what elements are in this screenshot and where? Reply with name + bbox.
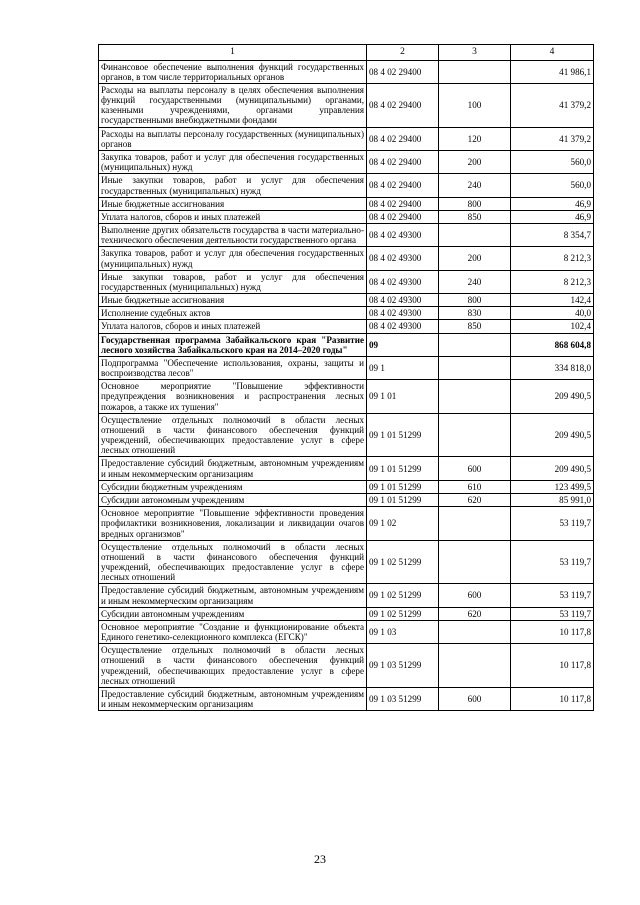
row-amount-cell: 46,9 bbox=[511, 197, 594, 210]
row-amount-cell: 334 818,0 bbox=[511, 356, 594, 379]
table-row bbox=[99, 307, 594, 320]
row-name-cell: Уплата налогов, сборов и иных платежей bbox=[99, 210, 367, 223]
row-name-cell: Предоставление субсидий бюджетным, автономным учреждениям и иным некоммерческим организациям bbox=[99, 687, 367, 710]
header-cell-amount: 4 bbox=[511, 45, 594, 61]
row-name-cell: Государственная программа Забайкальского края "Развитие лесного хозяйства Забайкальского края на 2014–2020 годы" bbox=[99, 333, 367, 356]
table-row bbox=[99, 493, 594, 506]
table-row bbox=[99, 457, 594, 480]
table-row bbox=[99, 413, 594, 457]
row-code-cell: 09 1 03 51299 bbox=[367, 687, 439, 710]
row-amount-cell: 560,0 bbox=[511, 174, 594, 197]
row-code-cell: 09 1 01 51299 bbox=[367, 493, 439, 506]
header-cell-code: 2 bbox=[367, 45, 439, 61]
row-code-cell: 09 1 bbox=[367, 356, 439, 379]
row-type-cell: 240 bbox=[439, 174, 511, 197]
row-name-cell: Субсидии автономным учреждениям bbox=[99, 607, 367, 620]
row-type-cell: 610 bbox=[439, 480, 511, 493]
row-name-cell: Расходы на выплаты персоналу государственных (муниципальных) органов bbox=[99, 127, 367, 150]
row-type-cell bbox=[439, 380, 511, 414]
row-name-cell: Иные бюджетные ассигнования bbox=[99, 294, 367, 307]
row-name-cell: Уплата налогов, сборов и иных платежей bbox=[99, 320, 367, 333]
row-type-cell bbox=[439, 644, 511, 688]
row-amount-cell: 209 490,5 bbox=[511, 380, 594, 414]
row-name-cell: Субсидии бюджетным учреждениям bbox=[99, 480, 367, 493]
row-type-cell: 850 bbox=[439, 320, 511, 333]
row-amount-cell: 8 212,3 bbox=[511, 270, 594, 293]
row-code-cell: 09 bbox=[367, 333, 439, 356]
row-type-cell: 600 bbox=[439, 584, 511, 607]
table-row bbox=[99, 480, 594, 493]
row-amount-cell: 8 212,3 bbox=[511, 247, 594, 270]
table-row bbox=[99, 687, 594, 710]
row-code-cell: 08 4 02 29400 bbox=[367, 127, 439, 150]
row-type-cell bbox=[439, 60, 511, 83]
table-row bbox=[99, 620, 594, 643]
row-type-cell: 200 bbox=[439, 151, 511, 174]
row-code-cell: 08 4 02 29400 bbox=[367, 174, 439, 197]
table-row bbox=[99, 584, 594, 607]
row-code-cell: 09 1 03 bbox=[367, 620, 439, 643]
row-amount-cell: 123 499,5 bbox=[511, 480, 594, 493]
row-type-cell: 600 bbox=[439, 457, 511, 480]
row-type-cell bbox=[439, 507, 511, 541]
row-name-cell: Финансовое обеспечение выполнения функций государственных органов, в том числе территориальных органов bbox=[99, 60, 367, 83]
row-code-cell: 09 1 02 51299 bbox=[367, 540, 439, 584]
row-type-cell bbox=[439, 413, 511, 457]
row-amount-cell: 868 604,8 bbox=[511, 333, 594, 356]
row-amount-cell: 209 490,5 bbox=[511, 413, 594, 457]
row-code-cell: 08 4 02 29400 bbox=[367, 151, 439, 174]
row-name-cell: Осуществление отдельных полномочий в области лесных отношений в части финансового обеспечения функций учреждений, обеспечивающих предоставление услуг в сфере лесных отношений bbox=[99, 413, 367, 457]
row-code-cell: 08 4 02 29400 bbox=[367, 60, 439, 83]
row-type-cell: 200 bbox=[439, 247, 511, 270]
row-amount-cell: 10 117,8 bbox=[511, 620, 594, 643]
row-name-cell: Иные закупки товаров, работ и услуг для обеспечения государственных (муниципальных) нужд bbox=[99, 270, 367, 293]
table-row bbox=[99, 356, 594, 379]
row-code-cell: 09 1 03 51299 bbox=[367, 644, 439, 688]
row-amount-cell: 53 119,7 bbox=[511, 607, 594, 620]
row-name-cell: Субсидии автономным учреждениям bbox=[99, 493, 367, 506]
row-name-cell: Основное мероприятие "Повышение эффективности проведения профилактики возникновения, локализации и ликвидации очагов вредных организмов" bbox=[99, 507, 367, 541]
table-row bbox=[99, 60, 594, 83]
row-code-cell: 08 4 02 49300 bbox=[367, 307, 439, 320]
row-code-cell: 09 1 02 bbox=[367, 507, 439, 541]
table-row bbox=[99, 247, 594, 270]
row-amount-cell: 209 490,5 bbox=[511, 457, 594, 480]
row-code-cell: 08 4 02 49300 bbox=[367, 224, 439, 247]
row-name-cell: Закупка товаров, работ и услуг для обеспечения государственных (муниципальных) нужд bbox=[99, 247, 367, 270]
row-code-cell: 09 1 01 bbox=[367, 380, 439, 414]
table-row bbox=[99, 607, 594, 620]
table-row bbox=[99, 333, 594, 356]
table-row bbox=[99, 644, 594, 688]
row-code-cell: 08 4 02 49300 bbox=[367, 247, 439, 270]
row-type-cell bbox=[439, 224, 511, 247]
row-amount-cell: 10 117,8 bbox=[511, 644, 594, 688]
row-name-cell: Расходы на выплаты персоналу в целях обеспечения выполнения функций государственными (муниципальными) органами, казенными учреждениями, органами управления государственными внебюджетными фондами bbox=[99, 83, 367, 127]
row-amount-cell: 53 119,7 bbox=[511, 507, 594, 541]
row-name-cell: Иные закупки товаров, работ и услуг для обеспечения государственных (муниципальных) нужд bbox=[99, 174, 367, 197]
table-row bbox=[99, 174, 594, 197]
row-amount-cell: 8 354,7 bbox=[511, 224, 594, 247]
row-type-cell: 830 bbox=[439, 307, 511, 320]
row-type-cell: 850 bbox=[439, 210, 511, 223]
table-row bbox=[99, 320, 594, 333]
row-name-cell: Исполнение судебных актов bbox=[99, 307, 367, 320]
row-type-cell bbox=[439, 356, 511, 379]
row-code-cell: 08 4 02 49300 bbox=[367, 294, 439, 307]
row-amount-cell: 53 119,7 bbox=[511, 540, 594, 584]
row-name-cell: Основное мероприятие "Создание и функционирование объекта Единого генетико-селекционного комплекса (ЕГСК)" bbox=[99, 620, 367, 643]
table-row bbox=[99, 151, 594, 174]
row-type-cell bbox=[439, 333, 511, 356]
row-amount-cell: 102,4 bbox=[511, 320, 594, 333]
row-type-cell: 620 bbox=[439, 607, 511, 620]
row-amount-cell: 10 117,8 bbox=[511, 687, 594, 710]
row-type-cell: 800 bbox=[439, 294, 511, 307]
table-row bbox=[99, 210, 594, 223]
page-number: 23 bbox=[314, 852, 326, 866]
row-amount-cell: 41 986,1 bbox=[511, 60, 594, 83]
row-name-cell: Предоставление субсидий бюджетным, автономным учреждениям и иным некоммерческим организациям bbox=[99, 457, 367, 480]
table-row bbox=[99, 197, 594, 210]
row-type-cell: 600 bbox=[439, 687, 511, 710]
table-header-row bbox=[99, 45, 594, 61]
table-row bbox=[99, 507, 594, 541]
row-amount-cell: 53 119,7 bbox=[511, 584, 594, 607]
budget-table bbox=[98, 44, 594, 711]
row-amount-cell: 41 379,2 bbox=[511, 83, 594, 127]
row-name-cell: Иные бюджетные ассигнования bbox=[99, 197, 367, 210]
table-row bbox=[99, 224, 594, 247]
row-name-cell: Предоставление субсидий бюджетным, автономным учреждениям и иным некоммерческим организациям bbox=[99, 584, 367, 607]
row-amount-cell: 85 991,0 bbox=[511, 493, 594, 506]
table-row bbox=[99, 294, 594, 307]
row-code-cell: 08 4 02 29400 bbox=[367, 197, 439, 210]
row-type-cell bbox=[439, 620, 511, 643]
row-name-cell: Закупка товаров, работ и услуг для обеспечения государственных (муниципальных) нужд bbox=[99, 151, 367, 174]
row-type-cell: 620 bbox=[439, 493, 511, 506]
row-code-cell: 08 4 02 49300 bbox=[367, 270, 439, 293]
row-name-cell: Выполнение других обязательств государства в части материально-технического обеспечения деятельности государственного органа bbox=[99, 224, 367, 247]
row-code-cell: 08 4 02 29400 bbox=[367, 83, 439, 127]
row-type-cell: 100 bbox=[439, 83, 511, 127]
row-code-cell: 09 1 02 51299 bbox=[367, 584, 439, 607]
row-amount-cell: 560,0 bbox=[511, 151, 594, 174]
table-row bbox=[99, 83, 594, 127]
row-code-cell: 09 1 01 51299 bbox=[367, 413, 439, 457]
row-type-cell: 120 bbox=[439, 127, 511, 150]
row-amount-cell: 41 379,2 bbox=[511, 127, 594, 150]
row-amount-cell: 142,4 bbox=[511, 294, 594, 307]
row-type-cell bbox=[439, 540, 511, 584]
table-row bbox=[99, 127, 594, 150]
row-type-cell: 800 bbox=[439, 197, 511, 210]
row-name-cell: Осуществление отдельных полномочий в области лесных отношений в части финансового обеспечения функций учреждений, обеспечивающих предоставление услуг в сфере лесных отношений bbox=[99, 540, 367, 584]
header-cell-name: 1 bbox=[99, 45, 367, 61]
row-code-cell: 08 4 02 29400 bbox=[367, 210, 439, 223]
row-name-cell: Основное мероприятие "Повышение эффективности предупреждения возникновения и распространения лесных пожаров, а также их тушения" bbox=[99, 380, 367, 414]
row-name-cell: Осуществление отдельных полномочий в области лесных отношений в части финансового обеспечения функций учреждений, обеспечивающих предоставление услуг в сфере лесных отношений bbox=[99, 644, 367, 688]
row-code-cell: 09 1 01 51299 bbox=[367, 457, 439, 480]
table-row bbox=[99, 270, 594, 293]
row-code-cell: 09 1 02 51299 bbox=[367, 607, 439, 620]
table-row bbox=[99, 540, 594, 584]
row-code-cell: 09 1 01 51299 bbox=[367, 480, 439, 493]
row-type-cell: 240 bbox=[439, 270, 511, 293]
row-amount-cell: 46,9 bbox=[511, 210, 594, 223]
row-amount-cell: 40,0 bbox=[511, 307, 594, 320]
row-name-cell: Подпрограмма "Обеспечение использования, охраны, защиты и воспроизводства лесов" bbox=[99, 356, 367, 379]
row-code-cell: 08 4 02 49300 bbox=[367, 320, 439, 333]
header-cell-type: 3 bbox=[439, 45, 511, 61]
table-row bbox=[99, 380, 594, 414]
